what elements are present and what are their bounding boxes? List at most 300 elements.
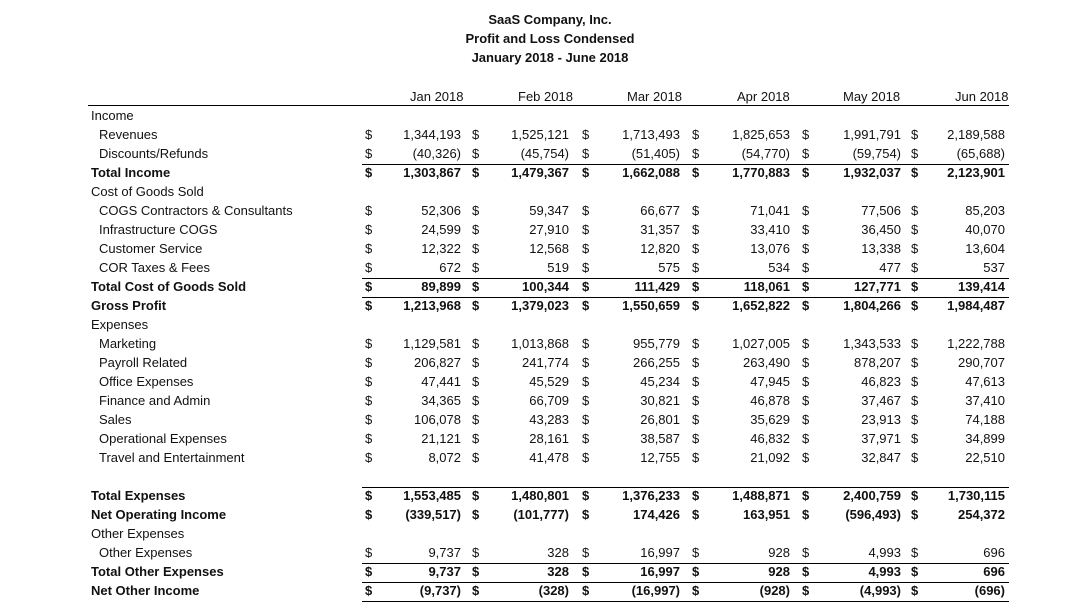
currency-symbol: $ [582,241,590,256]
currency-symbol: $ [582,336,590,351]
cell-value: (4,993) [859,583,901,598]
currency-symbol: $ [472,336,480,351]
table-row [0,355,1080,374]
cell-value: (696) [974,583,1005,598]
row-label: Customer Service [99,241,203,256]
cell-value: 1,713,493 [622,127,680,142]
currency-symbol: $ [472,222,480,237]
cell-underline [920,487,1009,488]
cell-value: (45,754) [520,146,569,161]
cell-value: 66,709 [529,393,569,408]
cell-value: 47,441 [421,374,461,389]
cell-value: 12,755 [640,450,680,465]
cell-value: 2,400,759 [843,488,901,503]
row-label: Total Income [91,165,171,180]
currency-symbol: $ [365,374,373,389]
currency-symbol: $ [911,298,919,313]
cell-value: 100,344 [522,279,569,294]
currency-symbol: $ [365,298,373,313]
currency-symbol: $ [692,507,700,522]
cell-value: 16,997 [640,545,680,560]
currency-symbol: $ [802,431,810,446]
currency-symbol: $ [365,222,373,237]
row-label: COGS Contractors & Consultants [99,203,293,218]
currency-symbol: $ [365,260,373,275]
currency-symbol: $ [582,127,590,142]
currency-symbol: $ [802,127,810,142]
row-label: Total Expenses [91,488,186,503]
table-row [0,336,1080,355]
cell-value: 30,821 [640,393,680,408]
currency-symbol: $ [692,583,700,598]
currency-symbol: $ [582,507,590,522]
currency-symbol: $ [802,564,810,579]
cell-value: 45,234 [640,374,680,389]
currency-symbol: $ [582,488,590,503]
header-rule [88,105,1009,106]
cell-underline [700,601,812,602]
currency-symbol: $ [692,431,700,446]
currency-symbol: $ [472,450,480,465]
cell-value: (328) [538,583,569,598]
table-row [0,222,1080,241]
currency-symbol: $ [692,165,700,180]
cell-value: 85,203 [965,203,1005,218]
cell-underline [480,487,592,488]
cell-value: 290,707 [958,355,1005,370]
cell-value: 672 [439,260,461,275]
cell-value: 4,993 [868,545,901,560]
cell-value: 37,971 [861,431,901,446]
currency-symbol: $ [911,165,919,180]
row-label: Net Operating Income [91,507,227,522]
currency-symbol: $ [472,583,480,598]
cell-underline [700,487,812,488]
currency-symbol: $ [692,564,700,579]
cell-value: 77,506 [861,203,901,218]
currency-symbol: $ [582,545,590,560]
cell-value: 31,357 [640,222,680,237]
cell-value: 89,899 [421,279,461,294]
cell-value: 46,823 [861,374,901,389]
column-header-jan: Jan 2018 [410,89,464,104]
cell-value: (65,688) [956,146,1005,161]
table-row [0,526,1080,545]
cell-value: 266,255 [633,355,680,370]
cell-value: 163,951 [743,507,790,522]
cell-value: 263,490 [743,355,790,370]
currency-symbol: $ [802,374,810,389]
cell-value: 206,827 [414,355,461,370]
currency-symbol: $ [472,241,480,256]
cell-value: 1,222,788 [947,336,1005,351]
cell-value: 1,825,653 [732,127,790,142]
cell-value: 477 [879,260,901,275]
currency-symbol: $ [692,203,700,218]
cell-value: 43,283 [529,412,569,427]
currency-symbol: $ [692,450,700,465]
column-header-jun: Jun 2018 [955,89,1009,104]
currency-symbol: $ [802,393,810,408]
currency-symbol: $ [692,222,700,237]
currency-symbol: $ [365,355,373,370]
currency-symbol: $ [472,260,480,275]
currency-symbol: $ [911,203,919,218]
currency-symbol: $ [472,165,480,180]
row-label: Total Other Expenses [91,564,224,579]
cell-value: 23,913 [861,412,901,427]
currency-symbol: $ [692,545,700,560]
cell-value: 24,599 [421,222,461,237]
cell-value: 12,568 [529,241,569,256]
cell-value: 13,604 [965,241,1005,256]
currency-symbol: $ [365,241,373,256]
cell-value: 46,878 [750,393,790,408]
currency-symbol: $ [911,450,919,465]
cell-value: (101,777) [513,507,569,522]
cell-value: 2,189,588 [947,127,1005,142]
currency-symbol: $ [582,355,590,370]
cell-value: 16,997 [640,564,680,579]
currency-symbol: $ [802,336,810,351]
currency-symbol: $ [365,146,373,161]
cell-value: 1,129,581 [403,336,461,351]
currency-symbol: $ [911,222,919,237]
cell-value: 4,993 [868,564,901,579]
table-row [0,241,1080,260]
cell-value: 955,779 [633,336,680,351]
cell-value: 575 [658,260,680,275]
currency-symbol: $ [911,355,919,370]
currency-symbol: $ [365,431,373,446]
cell-value: (59,754) [852,146,901,161]
table-row [0,393,1080,412]
currency-symbol: $ [582,564,590,579]
cell-value: 12,820 [640,241,680,256]
currency-symbol: $ [911,241,919,256]
cell-value: 519 [547,260,569,275]
cell-value: 1,553,485 [403,488,461,503]
row-label: Other Expenses [99,545,193,560]
currency-symbol: $ [911,488,919,503]
currency-symbol: $ [802,488,810,503]
currency-symbol: $ [582,412,590,427]
cell-value: 35,629 [750,412,790,427]
row-label: Income [91,108,134,123]
table-row [0,488,1080,507]
cell-value: 1,376,233 [622,488,680,503]
table-row [0,317,1080,336]
row-label: Infrastructure COGS [99,222,218,237]
cell-value: 1,984,487 [947,298,1005,313]
currency-symbol: $ [802,279,810,294]
column-header-apr: Apr 2018 [737,89,790,104]
row-label: Travel and Entertainment [99,450,245,465]
currency-symbol: $ [472,564,480,579]
currency-symbol: $ [365,393,373,408]
cell-value: 21,121 [421,431,461,446]
column-header-mar: Mar 2018 [627,89,682,104]
currency-symbol: $ [692,146,700,161]
row-label: Total Cost of Goods Sold [91,279,247,294]
row-label: Other Expenses [91,526,185,541]
currency-symbol: $ [911,146,919,161]
currency-symbol: $ [472,545,480,560]
row-label: Gross Profit [91,298,167,313]
currency-symbol: $ [911,564,919,579]
cell-value: 1,344,193 [403,127,461,142]
table-row [0,450,1080,469]
report-title: Profit and Loss Condensed [465,31,635,46]
cell-value: 32,847 [861,450,901,465]
currency-symbol: $ [582,298,590,313]
cell-value: 1,027,005 [732,336,790,351]
cell-value: 27,910 [529,222,569,237]
row-label: Office Expenses [99,374,194,389]
table-row [0,564,1080,583]
currency-symbol: $ [692,298,700,313]
row-label: Net Other Income [91,583,200,598]
cell-value: 118,061 [743,279,790,294]
cell-value: 41,478 [529,450,569,465]
currency-symbol: $ [911,127,919,142]
table-row [0,412,1080,431]
cell-value: 928 [768,564,790,579]
cell-value: 13,338 [861,241,901,256]
cell-value: 45,529 [529,374,569,389]
cell-value: 40,070 [965,222,1005,237]
cell-value: 34,365 [421,393,461,408]
currency-symbol: $ [911,260,919,275]
row-label: Sales [99,412,132,427]
currency-symbol: $ [472,279,480,294]
currency-symbol: $ [365,545,373,560]
cell-value: 111,429 [634,279,680,294]
row-label: Revenues [99,127,158,142]
currency-symbol: $ [802,355,810,370]
table-row [0,469,1080,488]
currency-symbol: $ [582,146,590,161]
currency-symbol: $ [472,431,480,446]
cell-value: 1,013,868 [511,336,569,351]
currency-symbol: $ [802,203,810,218]
cell-value: 696 [983,564,1005,579]
cell-value: 28,161 [529,431,569,446]
cell-value: 47,945 [750,374,790,389]
currency-symbol: $ [692,374,700,389]
row-label: Discounts/Refunds [99,146,209,161]
row-label: Cost of Goods Sold [91,184,204,199]
currency-symbol: $ [365,450,373,465]
cell-value: 36,450 [861,222,901,237]
cell-value: 1,343,533 [843,336,901,351]
currency-symbol: $ [692,488,700,503]
currency-symbol: $ [911,279,919,294]
currency-symbol: $ [692,355,700,370]
column-header-may: May 2018 [843,89,901,104]
report-period: January 2018 - June 2018 [471,50,629,65]
table-row [0,260,1080,279]
currency-symbol: $ [365,564,373,579]
cell-value: 13,076 [750,241,790,256]
cell-value: (9,737) [419,583,461,598]
currency-symbol: $ [365,507,373,522]
cell-value: 1,550,659 [622,298,680,313]
currency-symbol: $ [911,431,919,446]
currency-symbol: $ [692,260,700,275]
cell-value: 1,480,801 [511,488,569,503]
cell-value: 1,303,867 [403,165,461,180]
cell-value: 22,510 [965,450,1005,465]
cell-value: 878,207 [854,355,901,370]
cell-underline [590,601,702,602]
table-row [0,374,1080,393]
cell-underline [810,487,922,488]
cell-value: 1,213,968 [403,298,461,313]
cell-value: 52,306 [421,203,461,218]
cell-value: 8,072 [428,450,461,465]
table-row [0,146,1080,165]
table-row [0,507,1080,526]
cell-value: 37,467 [861,393,901,408]
currency-symbol: $ [472,298,480,313]
cell-value: 1,804,266 [843,298,901,313]
currency-symbol: $ [365,203,373,218]
cell-value: 1,488,871 [732,488,790,503]
currency-symbol: $ [472,374,480,389]
row-label: Expenses [91,317,149,332]
currency-symbol: $ [365,583,373,598]
currency-symbol: $ [582,203,590,218]
row-label: Marketing [99,336,157,351]
currency-symbol: $ [582,260,590,275]
cell-value: (51,405) [631,146,680,161]
currency-symbol: $ [692,412,700,427]
table-row [0,108,1080,127]
cell-value: 127,771 [854,279,901,294]
cell-value: 537 [983,260,1005,275]
cell-value: 74,188 [965,412,1005,427]
cell-value: 139,414 [958,279,1005,294]
cell-value: 71,041 [750,203,790,218]
cell-value: 1,525,121 [511,127,569,142]
cell-value: 9,737 [428,564,461,579]
currency-symbol: $ [692,336,700,351]
currency-symbol: $ [472,507,480,522]
table-row [0,545,1080,564]
cell-value: 9,737 [428,545,461,560]
currency-symbol: $ [472,127,480,142]
cell-value: 12,322 [421,241,461,256]
currency-symbol: $ [692,127,700,142]
cell-underline [480,601,592,602]
currency-symbol: $ [582,222,590,237]
cell-value: 1,730,115 [947,488,1005,503]
currency-symbol: $ [582,279,590,294]
cell-value: 1,652,822 [732,298,790,313]
cell-value: (339,517) [405,507,461,522]
currency-symbol: $ [365,412,373,427]
cell-value: 534 [768,260,790,275]
currency-symbol: $ [692,241,700,256]
currency-symbol: $ [802,507,810,522]
cell-value: 174,426 [633,507,680,522]
currency-symbol: $ [802,222,810,237]
cell-value: 696 [983,545,1005,560]
currency-symbol: $ [911,393,919,408]
cell-value: 1,770,883 [732,165,790,180]
cell-value: 254,372 [958,507,1005,522]
cell-value: (16,997) [631,583,680,598]
cell-value: 1,379,023 [511,298,569,313]
cell-value: (928) [759,583,790,598]
cell-value: 26,801 [640,412,680,427]
currency-symbol: $ [692,393,700,408]
currency-symbol: $ [911,507,919,522]
cell-underline [362,601,482,602]
cell-value: 1,932,037 [843,165,901,180]
currency-symbol: $ [911,374,919,389]
currency-symbol: $ [365,488,373,503]
table-row [0,203,1080,222]
cell-value: 328 [547,564,569,579]
currency-symbol: $ [365,336,373,351]
row-label: Payroll Related [99,355,188,370]
currency-symbol: $ [365,127,373,142]
currency-symbol: $ [472,393,480,408]
currency-symbol: $ [911,545,919,560]
currency-symbol: $ [582,374,590,389]
cell-value: 37,410 [965,393,1005,408]
cell-value: 21,092 [750,450,790,465]
currency-symbol: $ [582,450,590,465]
cell-underline [810,601,922,602]
cell-value: (54,770) [741,146,790,161]
currency-symbol: $ [802,241,810,256]
cell-value: 33,410 [750,222,790,237]
currency-symbol: $ [582,431,590,446]
cell-value: 1,991,791 [843,127,901,142]
currency-symbol: $ [911,336,919,351]
cell-value: (40,326) [412,146,461,161]
cell-value: 34,899 [965,431,1005,446]
cell-underline [590,487,702,488]
currency-symbol: $ [472,488,480,503]
currency-symbol: $ [472,146,480,161]
cell-underline [362,487,482,488]
currency-symbol: $ [802,146,810,161]
currency-symbol: $ [472,412,480,427]
currency-symbol: $ [802,583,810,598]
cell-value: 47,613 [965,374,1005,389]
cell-value: 928 [768,545,790,560]
currency-symbol: $ [692,279,700,294]
currency-symbol: $ [582,165,590,180]
currency-symbol: $ [911,412,919,427]
cell-value: 106,078 [414,412,461,427]
cell-value: 59,347 [529,203,569,218]
cell-value: 1,479,367 [511,165,569,180]
currency-symbol: $ [582,583,590,598]
table-row [0,184,1080,203]
currency-symbol: $ [365,279,373,294]
currency-symbol: $ [802,260,810,275]
table-row [0,279,1080,298]
cell-value: 328 [547,545,569,560]
cell-value: 46,832 [750,431,790,446]
currency-symbol: $ [582,393,590,408]
column-header-feb: Feb 2018 [518,89,573,104]
